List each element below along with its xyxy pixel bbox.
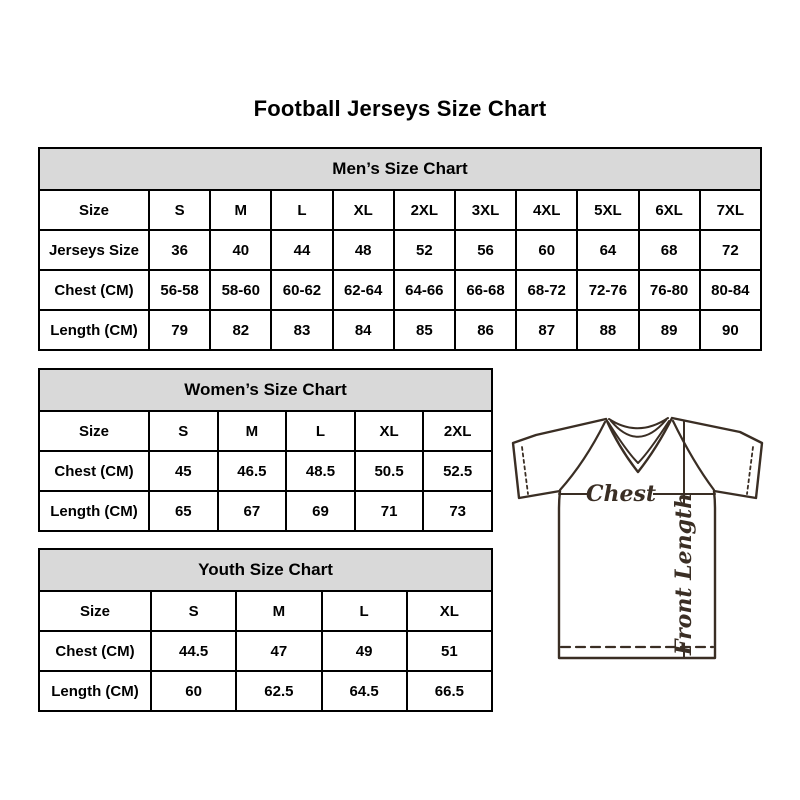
table-row xyxy=(39,310,761,350)
table-row xyxy=(39,190,761,230)
data-cell: 60 xyxy=(151,671,236,711)
data-cell: M xyxy=(218,411,287,451)
row-label-cell: Chest (CM) xyxy=(39,270,149,310)
data-cell: 49 xyxy=(322,631,407,671)
row-label-cell: Size xyxy=(39,411,149,451)
data-cell: 56-58 xyxy=(149,270,210,310)
youth-size-table xyxy=(38,548,493,712)
data-cell: 47 xyxy=(236,631,321,671)
page-title: Football Jerseys Size Chart xyxy=(253,96,547,121)
row-label-cell: Size xyxy=(39,190,149,230)
mens-size-table xyxy=(38,147,762,351)
data-cell: 87 xyxy=(516,310,577,350)
womens-size-table xyxy=(38,368,493,532)
data-cell: 64.5 xyxy=(322,671,407,711)
data-cell: 86 xyxy=(455,310,516,350)
data-cell: 56 xyxy=(455,230,516,270)
data-cell: S xyxy=(149,190,210,230)
table-title-cell: Men’s Size Chart xyxy=(39,148,761,190)
data-cell: 73 xyxy=(423,491,492,531)
data-cell: 66.5 xyxy=(407,671,492,711)
data-cell: 84 xyxy=(333,310,394,350)
table-row xyxy=(39,591,492,631)
data-cell: 44 xyxy=(271,230,332,270)
data-cell: 52.5 xyxy=(423,451,492,491)
table-row xyxy=(39,631,492,671)
data-cell: 71 xyxy=(355,491,424,531)
table-row xyxy=(39,270,761,310)
data-cell: L xyxy=(322,591,407,631)
data-cell: 82 xyxy=(210,310,271,350)
front-length-label xyxy=(671,493,697,656)
data-cell: 90 xyxy=(700,310,761,350)
data-cell: 36 xyxy=(149,230,210,270)
data-cell: 50.5 xyxy=(355,451,424,491)
data-cell: 83 xyxy=(271,310,332,350)
data-cell: 44.5 xyxy=(151,631,236,671)
table-row xyxy=(39,451,492,491)
data-cell: 72 xyxy=(700,230,761,270)
data-cell: XL xyxy=(407,591,492,631)
data-cell: 40 xyxy=(210,230,271,270)
data-cell: XL xyxy=(333,190,394,230)
svg-text:Front Length: Front Length xyxy=(671,492,697,656)
data-cell: 48.5 xyxy=(286,451,355,491)
table-title-cell: Youth Size Chart xyxy=(39,549,492,591)
data-cell: 85 xyxy=(394,310,455,350)
table-row xyxy=(39,230,761,270)
data-cell: 65 xyxy=(149,491,218,531)
data-cell: 52 xyxy=(394,230,455,270)
data-cell: 88 xyxy=(577,310,638,350)
data-cell: 6XL xyxy=(639,190,700,230)
data-cell: 72-76 xyxy=(577,270,638,310)
data-cell: 5XL xyxy=(577,190,638,230)
data-cell: 80-84 xyxy=(700,270,761,310)
row-label-cell: Chest (CM) xyxy=(39,451,149,491)
data-cell: 3XL xyxy=(455,190,516,230)
svg-text:Chest: Chest xyxy=(585,481,657,507)
data-cell: 79 xyxy=(149,310,210,350)
data-cell: M xyxy=(210,190,271,230)
data-cell: 76-80 xyxy=(639,270,700,310)
row-label-cell: Length (CM) xyxy=(39,310,149,350)
jersey-outline xyxy=(513,418,762,658)
row-label-cell: Chest (CM) xyxy=(39,631,151,671)
data-cell: 60 xyxy=(516,230,577,270)
data-cell: 51 xyxy=(407,631,492,671)
table-row xyxy=(39,411,492,451)
data-cell: 7XL xyxy=(700,190,761,230)
data-cell: 45 xyxy=(149,451,218,491)
table-row xyxy=(39,671,492,711)
data-cell: S xyxy=(149,411,218,451)
data-cell: 64 xyxy=(577,230,638,270)
data-cell: 68 xyxy=(639,230,700,270)
data-cell: 68-72 xyxy=(516,270,577,310)
data-cell: M xyxy=(236,591,321,631)
data-cell: 66-68 xyxy=(455,270,516,310)
data-cell: S xyxy=(151,591,236,631)
data-cell: XL xyxy=(355,411,424,451)
data-cell: 62.5 xyxy=(236,671,321,711)
chest-label xyxy=(586,481,656,507)
row-label-cell: Length (CM) xyxy=(39,671,151,711)
data-cell: 48 xyxy=(333,230,394,270)
data-cell: 58-60 xyxy=(210,270,271,310)
table-row xyxy=(39,491,492,531)
row-label-cell: Length (CM) xyxy=(39,491,149,531)
data-cell: 60-62 xyxy=(271,270,332,310)
jersey-measurement-diagram xyxy=(505,410,770,668)
data-cell: 69 xyxy=(286,491,355,531)
data-cell: 67 xyxy=(218,491,287,531)
data-cell: L xyxy=(286,411,355,451)
table-title-cell: Women’s Size Chart xyxy=(39,369,492,411)
data-cell: L xyxy=(271,190,332,230)
data-cell: 46.5 xyxy=(218,451,287,491)
data-cell: 62-64 xyxy=(333,270,394,310)
data-cell: 2XL xyxy=(423,411,492,451)
row-label-cell: Jerseys Size xyxy=(39,230,149,270)
data-cell: 2XL xyxy=(394,190,455,230)
row-label-cell: Size xyxy=(39,591,151,631)
data-cell: 4XL xyxy=(516,190,577,230)
data-cell: 64-66 xyxy=(394,270,455,310)
data-cell: 89 xyxy=(639,310,700,350)
